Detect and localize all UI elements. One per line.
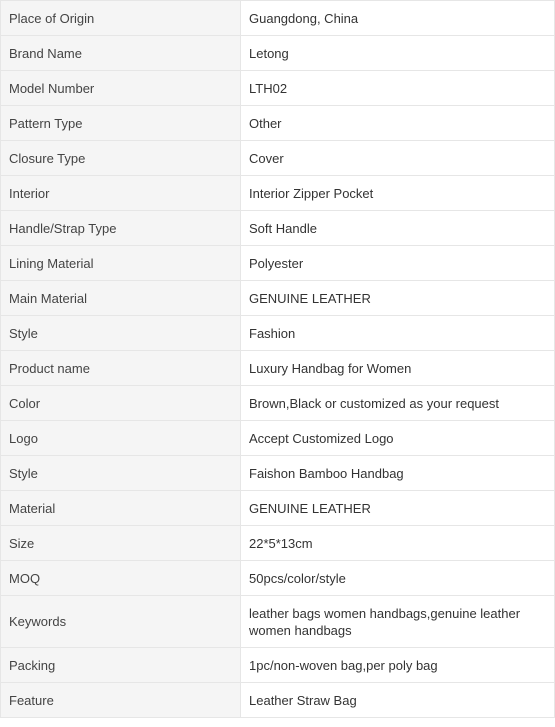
spec-label: Pattern Type [1,106,241,141]
table-row [1,281,555,316]
table-row [1,71,555,106]
spec-value: Accept Customized Logo [241,421,555,456]
spec-value: LTH02 [241,71,555,106]
spec-label: Brand Name [1,36,241,71]
table-row [1,316,555,351]
spec-value: Letong [241,36,555,71]
spec-label: Feature [1,683,241,718]
spec-label: Style [1,316,241,351]
spec-value: Cover [241,141,555,176]
table-row [1,456,555,491]
spec-label: Place of Origin [1,1,241,36]
spec-label: Size [1,526,241,561]
spec-label: Model Number [1,71,241,106]
spec-value: 1pc/non-woven bag,per poly bag [241,648,555,683]
spec-value: 22*5*13cm [241,526,555,561]
table-row [1,1,555,36]
spec-value: Luxury Handbag for Women [241,351,555,386]
table-row [1,351,555,386]
table-row [1,386,555,421]
table-row [1,211,555,246]
spec-value: Guangdong, China [241,1,555,36]
table-row [1,648,555,683]
spec-value: leather bags women handbags,genuine leather women handbags [241,596,555,648]
spec-value: Soft Handle [241,211,555,246]
spec-value: 50pcs/color/style [241,561,555,596]
spec-label: Product name [1,351,241,386]
spec-value: Other [241,106,555,141]
table-row [1,596,555,648]
spec-label: Lining Material [1,246,241,281]
spec-label: Style [1,456,241,491]
spec-label: Packing [1,648,241,683]
spec-value: Brown,Black or customized as your request [241,386,555,421]
table-row [1,36,555,71]
table-row [1,106,555,141]
spec-value: Fashion [241,316,555,351]
spec-label: MOQ [1,561,241,596]
spec-value: Interior Zipper Pocket [241,176,555,211]
table-row [1,176,555,211]
spec-label: Color [1,386,241,421]
spec-label: Closure Type [1,141,241,176]
spec-label: Logo [1,421,241,456]
table-row [1,561,555,596]
spec-value: Leather Straw Bag [241,683,555,718]
table-row [1,683,555,718]
spec-label: Keywords [1,596,241,648]
table-row [1,421,555,456]
spec-value: Faishon Bamboo Handbag [241,456,555,491]
table-row [1,141,555,176]
table-row [1,526,555,561]
spec-label: Interior [1,176,241,211]
spec-label: Main Material [1,281,241,316]
spec-value: Polyester [241,246,555,281]
spec-label: Handle/Strap Type [1,211,241,246]
table-row [1,246,555,281]
spec-value: GENUINE LEATHER [241,491,555,526]
table-row [1,491,555,526]
spec-label: Material [1,491,241,526]
spec-value: GENUINE LEATHER [241,281,555,316]
